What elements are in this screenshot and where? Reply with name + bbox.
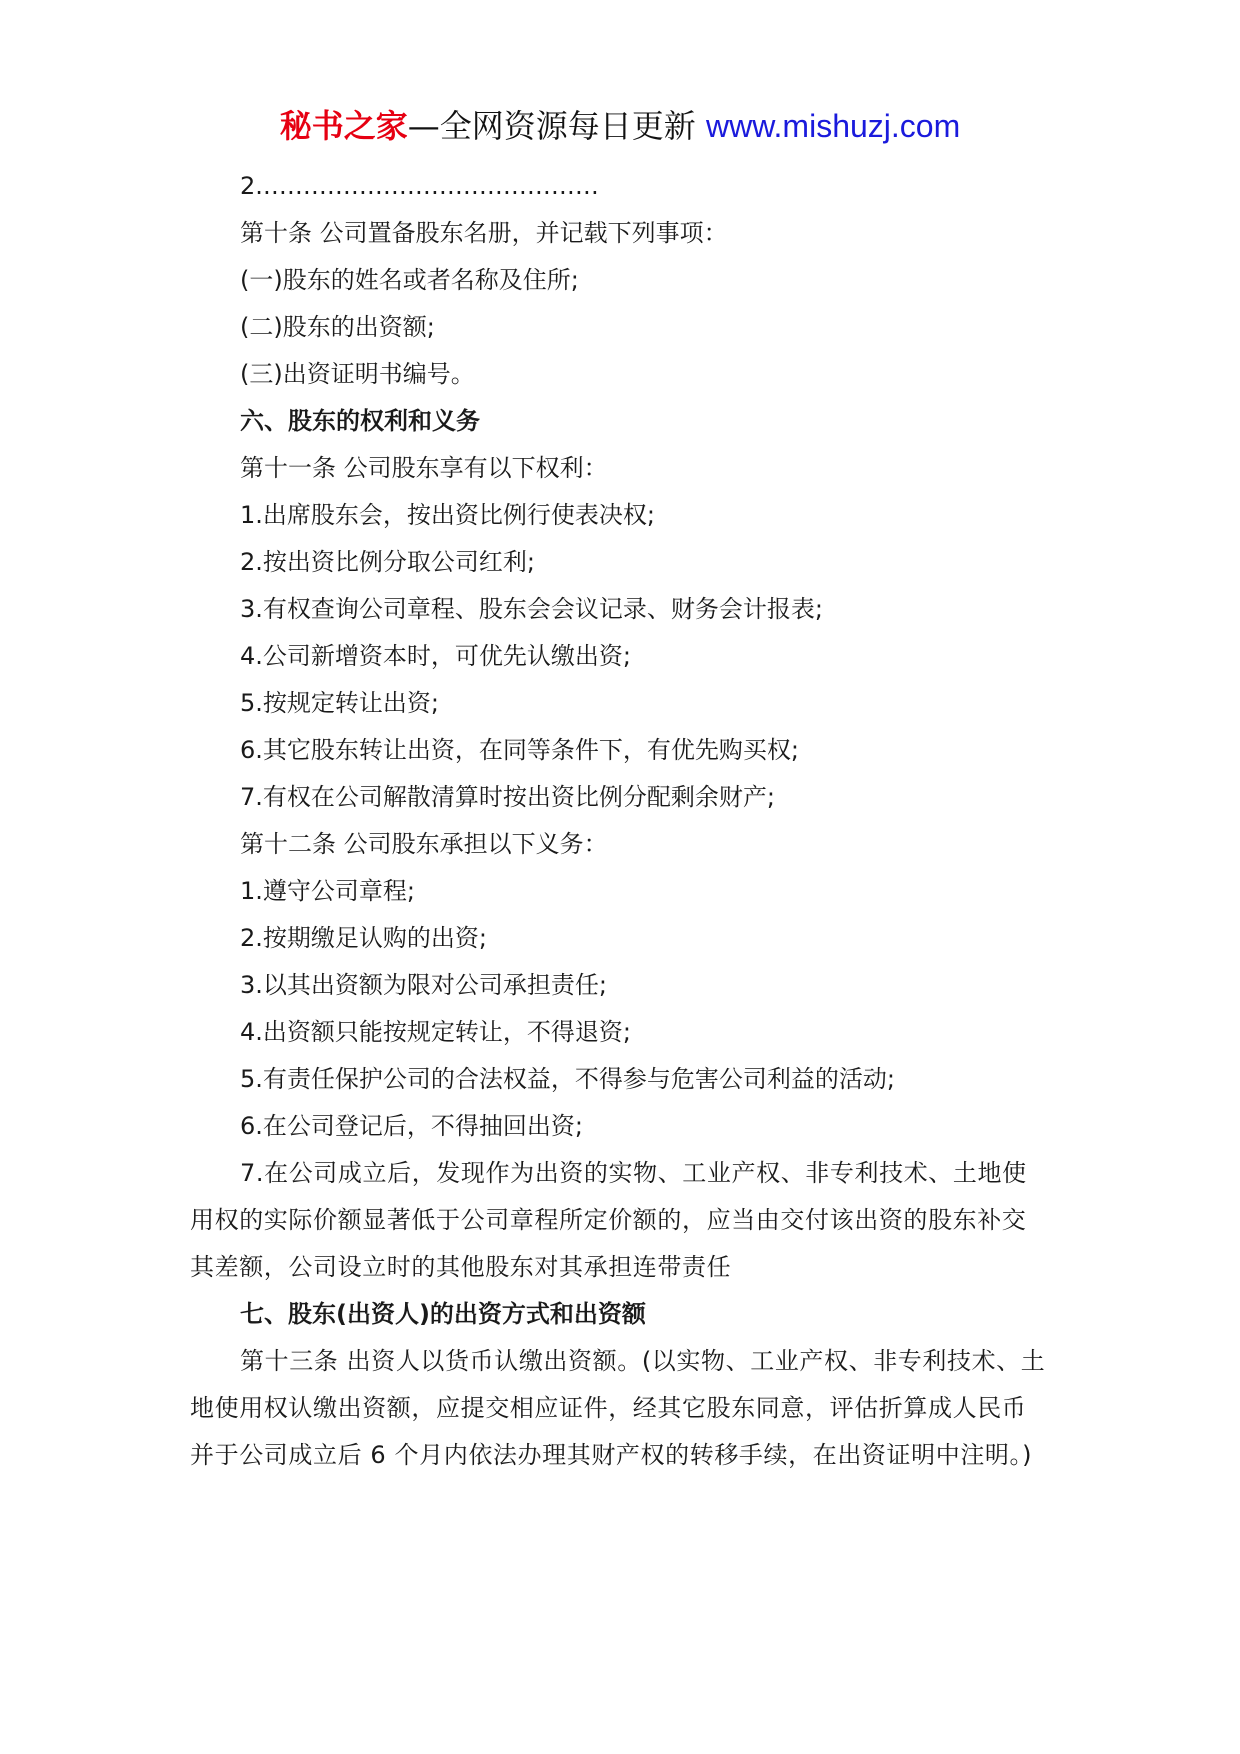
header-slogan: —全网资源每日更新 bbox=[407, 107, 706, 145]
section-heading-6: 六、股东的权利和义务 bbox=[240, 407, 480, 435]
header-brand: 秘书之家 bbox=[279, 107, 408, 145]
list-item: (三)出资证明书编号。 bbox=[240, 360, 475, 388]
paragraph-article-13: 第十三条 出资人以货币认缴出资额。(以实物、工业产权、非专利技术、土地使用权认缴出资额，应提交相应证件，经其它股东同意，评估折算成人民币并于公司成立后 6 个月内依法办理其财产权的转移手续，在出资证明中注明。) bbox=[190, 1347, 1046, 1469]
list-item: 3.以其出资额为限对公司承担责任; bbox=[240, 971, 607, 999]
document-body bbox=[190, 163, 1050, 1479]
list-item: (一)股东的姓名或者名称及住所; bbox=[240, 266, 579, 294]
list-item: 1.遵守公司章程; bbox=[240, 877, 415, 905]
list-item: 7.有权在公司解散清算时按出资比例分配剩余财产; bbox=[240, 783, 775, 811]
list-item: 5.有责任保护公司的合法权益，不得参与危害公司利益的活动; bbox=[240, 1065, 895, 1093]
list-item: 6.在公司登记后，不得抽回出资; bbox=[240, 1112, 583, 1140]
section-heading-7: 七、股东(出资人)的出资方式和出资额 bbox=[240, 1300, 646, 1328]
list-item: 2.按出资比例分取公司红利; bbox=[240, 548, 535, 576]
article-10-intro: 第十条 公司置备股东名册，并记载下列事项： bbox=[240, 219, 728, 247]
list-item: 3.有权查询公司章程、股东会会议记录、财务会计报表; bbox=[240, 595, 823, 623]
list-item: (二)股东的出资额; bbox=[240, 313, 435, 341]
article-12-intro: 第十二条 公司股东承担以下义务： bbox=[240, 830, 608, 858]
paragraph-obligation-7: 7.在公司成立后，发现作为出资的实物、工业产权、非专利技术、土地使用权的实际价额显著低于公司章程所定价额的，应当由交付该出资的股东补交其差额，公司设立时的其他股东对其承担连带责任 bbox=[190, 1159, 1027, 1281]
list-item: 1.出席股东会，按出资比例行使表决权; bbox=[240, 501, 655, 529]
page-header bbox=[0, 104, 1240, 148]
list-item: 4.公司新增资本时，可优先认缴出资; bbox=[240, 642, 631, 670]
header-url-link[interactable]: www.mishuzj.com bbox=[705, 108, 961, 144]
article-11-intro: 第十一条 公司股东享有以下权利： bbox=[240, 454, 608, 482]
list-item: 4.出资额只能按规定转让，不得退资; bbox=[240, 1018, 631, 1046]
list-item: 2.按期缴足认购的出资; bbox=[240, 924, 487, 952]
list-item: 6.其它股东转让出资，在同等条件下，有优先购买权; bbox=[240, 736, 799, 764]
list-item: 5.按规定转让出资; bbox=[240, 689, 439, 717]
list-item: 2.…………………………………… bbox=[240, 172, 599, 200]
